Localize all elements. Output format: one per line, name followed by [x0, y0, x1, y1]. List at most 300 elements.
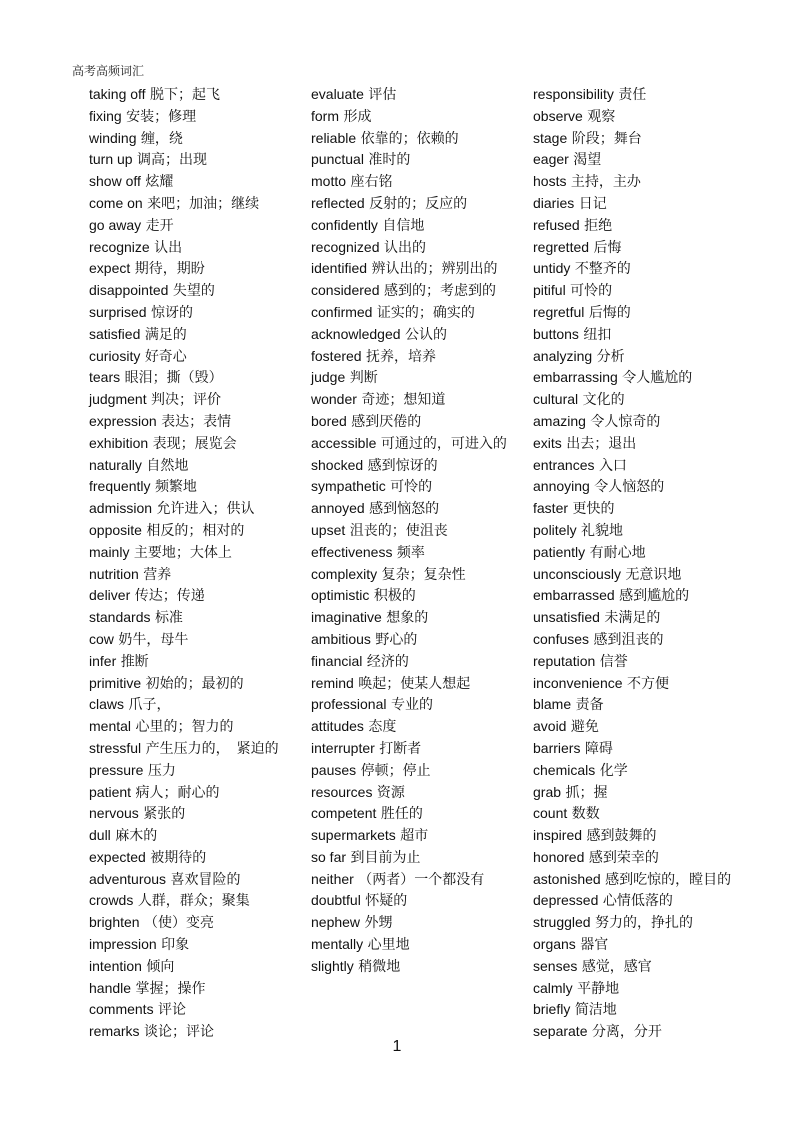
vocab-word: observe	[533, 107, 583, 124]
vocab-meaning: 不方便	[626, 675, 669, 692]
vocab-entry	[311, 760, 516, 782]
vocab-entry	[533, 564, 738, 586]
vocab-meaning: 形成	[343, 108, 372, 125]
vocab-entry	[89, 629, 294, 651]
vocab-word: regretted	[533, 238, 590, 255]
vocab-entry	[533, 956, 738, 978]
word-column-1	[89, 84, 294, 1043]
vocab-entry	[311, 258, 516, 280]
vocab-entry	[533, 585, 738, 607]
vocab-entry	[533, 128, 738, 150]
vocab-entry	[533, 651, 738, 673]
vocab-meaning: 表现；展览会	[152, 435, 237, 452]
vocab-entry	[533, 367, 738, 389]
vocab-entry	[89, 302, 294, 324]
vocab-meaning: 平静地	[577, 980, 620, 997]
vocab-word: diaries	[533, 194, 575, 211]
vocab-word: regretful	[533, 303, 585, 320]
vocab-meaning: 判决；评价	[151, 392, 222, 409]
vocab-word: so far	[311, 848, 347, 865]
vocab-meaning: 唤起；使某人想起	[358, 675, 471, 692]
vocab-entry	[533, 258, 738, 280]
vocab-meaning: 感到吃惊的，瞠目的	[605, 871, 732, 888]
vocab-entry	[311, 215, 516, 237]
vocab-entry	[89, 912, 294, 934]
vocab-entry	[89, 999, 294, 1021]
vocab-meaning: 专业的	[390, 697, 433, 714]
vocab-entry	[533, 607, 738, 629]
vocab-word: embarrassed	[533, 587, 615, 604]
vocab-entry	[89, 215, 294, 237]
vocab-entry	[311, 237, 516, 259]
vocab-word: tears	[89, 369, 121, 386]
vocab-meaning: 出去；退出	[566, 435, 637, 452]
vocab-word: confuses	[533, 630, 590, 647]
vocab-meaning: 感觉，感官	[581, 958, 652, 975]
vocab-entry	[311, 280, 516, 302]
vocab-word: come on	[89, 194, 143, 211]
vocab-word: responsibility	[533, 86, 614, 102]
vocab-meaning: 印象	[161, 937, 190, 954]
vocab-meaning: 频率	[396, 544, 425, 561]
vocab-meaning: 压力	[147, 762, 176, 779]
vocab-word: taking off	[89, 86, 146, 102]
vocab-word: faster	[533, 500, 569, 517]
vocab-meaning: 被期待的	[150, 849, 207, 866]
vocab-word: curiosity	[89, 347, 141, 364]
vocab-entry	[311, 651, 516, 673]
vocab-entry	[89, 520, 294, 542]
vocab-entry	[311, 934, 516, 956]
vocab-word: reputation	[533, 652, 596, 669]
vocab-entry	[533, 433, 738, 455]
vocab-meaning: 停顿；停止	[360, 762, 431, 779]
vocab-word: patient	[89, 783, 132, 800]
vocab-entry	[89, 258, 294, 280]
vocab-entry	[89, 825, 294, 847]
vocab-word: honored	[533, 848, 585, 865]
vocab-entry	[311, 890, 516, 912]
vocab-entry	[533, 476, 738, 498]
vocab-entry	[89, 542, 294, 564]
vocab-word: annoyed	[311, 500, 365, 517]
vocab-entry	[89, 237, 294, 259]
vocab-meaning: 麻木的	[115, 828, 158, 845]
vocab-meaning: 外甥	[364, 915, 393, 932]
vocab-entry	[311, 411, 516, 433]
vocab-word: optimistic	[311, 587, 370, 604]
vocab-word: pressure	[89, 761, 144, 778]
vocab-meaning: 可通过的，可进入的	[380, 435, 507, 452]
vocab-entry	[533, 912, 738, 934]
vocab-word: handle	[89, 979, 132, 996]
vocab-meaning: 障碍	[584, 740, 613, 757]
vocab-entry	[311, 84, 516, 106]
vocab-entry	[533, 84, 738, 106]
vocab-word: admission	[89, 500, 153, 517]
vocab-entry	[311, 956, 516, 978]
vocab-meaning: 期待，期盼	[134, 261, 205, 278]
vocab-entry	[311, 629, 516, 651]
vocab-entry	[89, 934, 294, 956]
vocab-meaning: 认出	[154, 239, 183, 256]
page-header: 高考高频词汇	[72, 64, 145, 78]
vocab-word: ambitious	[311, 630, 371, 647]
vocab-meaning: 奶牛，母牛	[118, 631, 189, 648]
vocab-word: exits	[533, 434, 562, 451]
vocab-word: frequently	[89, 478, 151, 495]
vocab-meaning: 数数	[571, 806, 600, 823]
vocab-meaning: 心里地	[367, 937, 410, 954]
vocab-meaning: 分离，分开	[591, 1024, 662, 1041]
vocab-meaning: 无意识地	[625, 566, 682, 583]
vocab-meaning: 眼泪；撕（毁）	[124, 370, 223, 387]
vocab-word: supermarkets	[311, 827, 396, 844]
vocab-meaning: 复杂；复杂性	[381, 566, 466, 583]
vocab-meaning: （两者）一个都没有	[358, 871, 485, 888]
vocab-entry	[533, 346, 738, 368]
vocab-entry	[311, 324, 516, 346]
vocab-word: expect	[89, 260, 131, 277]
vocab-meaning: 文化的	[582, 392, 625, 409]
vocab-entry	[533, 237, 738, 259]
vocab-word: avoid	[533, 718, 567, 735]
vocab-meaning: 沮丧的；使沮丧	[349, 522, 448, 539]
vocab-entry	[311, 106, 516, 128]
vocab-meaning: 感到尴尬的	[619, 588, 690, 605]
vocab-meaning: 感到鼓舞的	[586, 828, 657, 845]
vocab-entry	[311, 520, 516, 542]
vocab-meaning: 不整齐的	[574, 261, 631, 278]
vocab-meaning: 标准	[154, 610, 183, 627]
vocab-meaning: 阶段；舞台	[571, 130, 642, 147]
vocab-word: satisfied	[89, 325, 141, 342]
vocab-entry	[533, 280, 738, 302]
vocab-entry	[311, 367, 516, 389]
vocab-entry	[311, 498, 516, 520]
vocab-meaning: 到目前为止	[350, 849, 421, 866]
vocab-word: judgment	[89, 391, 147, 408]
vocab-meaning: 分析	[596, 348, 625, 365]
vocab-meaning: 积极的	[373, 588, 416, 605]
vocab-meaning: 抚养，培养	[366, 348, 437, 365]
vocab-entry	[311, 149, 516, 171]
vocab-word: imaginative	[311, 609, 382, 626]
vocab-word: separate	[533, 1023, 588, 1040]
vocab-entry	[89, 498, 294, 520]
vocab-entry	[89, 367, 294, 389]
vocab-word: expected	[89, 848, 146, 865]
vocab-meaning: 主持，主办	[570, 174, 641, 191]
vocab-entry	[533, 978, 738, 1000]
vocab-meaning: 令人恼怒的	[594, 479, 665, 496]
vocab-entry	[89, 782, 294, 804]
vocab-entry	[533, 673, 738, 695]
vocab-entry	[311, 193, 516, 215]
vocab-word: surprised	[89, 303, 147, 320]
vocab-entry	[533, 934, 738, 956]
vocab-meaning: 令人惊奇的	[590, 413, 661, 430]
vocab-entry	[311, 673, 516, 695]
vocab-word: remind	[311, 674, 354, 691]
vocab-meaning: 拒绝	[584, 217, 613, 234]
vocab-entry	[89, 193, 294, 215]
vocab-meaning: 资源	[376, 784, 405, 801]
vocab-entry	[533, 215, 738, 237]
vocab-entry	[89, 476, 294, 498]
vocab-word: confidently	[311, 216, 378, 233]
vocab-entry	[89, 847, 294, 869]
vocab-word: mental	[89, 718, 132, 735]
vocab-entry	[311, 694, 516, 716]
vocab-meaning: 依靠的；依赖的	[360, 130, 459, 147]
vocab-word: slightly	[311, 957, 354, 974]
vocab-meaning: 自信地	[382, 217, 425, 234]
vocab-entry	[89, 673, 294, 695]
vocab-entry	[89, 346, 294, 368]
vocab-meaning: 主要地；大体上	[133, 544, 232, 561]
vocab-meaning: 后悔	[593, 239, 622, 256]
vocab-entry	[89, 433, 294, 455]
vocab-word: naturally	[89, 456, 142, 473]
vocab-meaning: 评估	[368, 87, 397, 103]
vocab-meaning: 失望的	[172, 283, 215, 300]
vocab-meaning: 安装；修理	[126, 108, 197, 125]
vocab-meaning: 感到的；考虑到的	[383, 283, 496, 300]
vocab-meaning: 惊讶的	[151, 304, 194, 321]
vocab-meaning: 来吧；加油；继续	[147, 195, 260, 212]
vocab-meaning: 允许进入；供认	[156, 501, 255, 518]
vocab-meaning: 入口	[598, 457, 627, 474]
vocab-entry	[533, 193, 738, 215]
vocab-meaning: 渴望	[573, 152, 602, 169]
vocab-word: turn up	[89, 151, 133, 168]
vocab-meaning: 产生压力的， 紧迫的	[145, 740, 279, 757]
vocab-meaning: 人群，群众；聚集	[137, 893, 250, 910]
vocab-meaning: 野心的	[375, 631, 418, 648]
vocab-meaning: 自然地	[146, 457, 189, 474]
vocab-meaning: 经济的	[366, 653, 409, 670]
vocab-word: entrances	[533, 456, 595, 473]
vocab-meaning: 掌握；操作	[135, 980, 206, 997]
vocab-word: doubtful	[311, 892, 361, 909]
vocab-entry	[89, 389, 294, 411]
vocab-word: barriers	[533, 739, 581, 756]
vocab-entry	[533, 302, 738, 324]
vocab-entry	[89, 803, 294, 825]
vocab-word: grab	[533, 783, 562, 800]
vocab-meaning: 评论	[158, 1002, 187, 1019]
vocab-word: disappointed	[89, 282, 169, 299]
vocab-word: form	[311, 107, 339, 124]
vocab-meaning: 态度	[368, 719, 397, 736]
vocab-meaning: 谈论；评论	[144, 1024, 215, 1041]
vocab-word: mentally	[311, 936, 364, 953]
vocab-entry	[311, 585, 516, 607]
vocab-meaning: 未满足的	[604, 610, 661, 627]
vocab-word: pauses	[311, 761, 357, 778]
vocab-meaning: 倾向	[146, 958, 175, 975]
vocab-meaning: 稍微地	[358, 958, 401, 975]
vocab-word: amazing	[533, 412, 586, 429]
vocab-meaning: 有耐心地	[589, 544, 646, 561]
vocab-word: unconsciously	[533, 565, 621, 582]
vocab-entry	[533, 498, 738, 520]
vocab-meaning: 感到恼怒的	[369, 501, 440, 518]
vocab-word: senses	[533, 957, 578, 974]
vocab-word: upset	[311, 521, 346, 538]
vocab-meaning: 更快的	[572, 501, 615, 518]
vocab-entry	[311, 433, 516, 455]
vocab-meaning: 满足的	[144, 326, 187, 343]
vocab-word: judge	[311, 369, 346, 386]
vocab-meaning: 心里的；智力的	[135, 719, 234, 736]
vocab-meaning: 脱下；起飞	[150, 87, 221, 103]
vocab-entry	[311, 738, 516, 760]
vocab-word: winding	[89, 129, 137, 146]
vocab-entry	[533, 106, 738, 128]
vocab-word: sympathetic	[311, 478, 386, 495]
vocab-entry	[89, 171, 294, 193]
vocab-entry	[89, 760, 294, 782]
vocab-word: evaluate	[311, 86, 364, 102]
vocab-meaning: 好奇心	[144, 348, 187, 365]
vocab-word: primitive	[89, 674, 142, 691]
vocab-word: fixing	[89, 107, 122, 124]
vocab-meaning: 避免	[570, 719, 599, 736]
vocab-entry	[89, 585, 294, 607]
vocab-word: briefly	[533, 1001, 571, 1018]
vocab-word: count	[533, 805, 568, 822]
vocab-entry	[311, 564, 516, 586]
vocab-meaning: 观察	[587, 108, 616, 125]
vocab-word: exhibition	[89, 434, 149, 451]
vocab-meaning: 感到荣幸的	[588, 849, 659, 866]
vocab-meaning: 想象的	[386, 610, 429, 627]
vocab-word: go away	[89, 216, 142, 233]
vocab-word: adventurous	[89, 870, 167, 887]
vocab-word: buttons	[533, 325, 579, 342]
vocab-meaning: 纽扣	[583, 326, 612, 343]
vocab-meaning: 责备	[575, 697, 604, 714]
vocab-word: punctual	[311, 151, 364, 168]
vocab-word: mainly	[89, 543, 130, 560]
vocab-meaning: 心情低落的	[602, 893, 673, 910]
vocab-word: crowds	[89, 892, 134, 909]
vocab-word: blame	[533, 696, 572, 713]
vocab-word: infer	[89, 652, 117, 669]
vocab-word: impression	[89, 936, 157, 953]
vocab-entry	[311, 716, 516, 738]
vocab-entry	[89, 651, 294, 673]
vocab-meaning: 辨认出的；辨别出的	[371, 261, 498, 278]
word-column-2	[311, 84, 516, 978]
vocab-entry	[89, 564, 294, 586]
word-column-3	[533, 84, 738, 1043]
vocab-word: politely	[533, 521, 577, 538]
vocab-entry	[311, 847, 516, 869]
vocab-entry	[311, 803, 516, 825]
vocab-entry	[311, 455, 516, 477]
vocab-word: reflected	[311, 194, 365, 211]
vocab-word: unsatisfied	[533, 609, 600, 626]
vocab-meaning: 判断	[349, 370, 378, 387]
vocab-entry	[89, 149, 294, 171]
vocab-entry	[89, 324, 294, 346]
vocab-word: embarrassing	[533, 369, 618, 386]
vocab-meaning: 公认的	[404, 326, 447, 343]
vocab-word: intention	[89, 957, 142, 974]
vocab-meaning: 努力的，挣扎的	[595, 915, 694, 932]
vocab-entry	[89, 694, 294, 716]
vocab-word: acknowledged	[311, 325, 401, 342]
vocab-entry	[311, 825, 516, 847]
vocab-entry	[89, 890, 294, 912]
vocab-meaning: 胜任的	[380, 806, 423, 823]
vocab-meaning: 感到沮丧的	[593, 631, 664, 648]
vocab-word: recognized	[311, 238, 380, 255]
vocab-entry	[533, 149, 738, 171]
vocab-entry	[533, 629, 738, 651]
vocab-word: stressful	[89, 739, 142, 756]
vocab-entry	[89, 455, 294, 477]
vocab-entry	[311, 476, 516, 498]
vocab-entry	[533, 455, 738, 477]
vocab-meaning: 可怜的	[570, 283, 613, 300]
vocab-entry	[533, 716, 738, 738]
vocab-entry	[311, 302, 516, 324]
vocab-word: cow	[89, 630, 114, 647]
vocab-word: show off	[89, 173, 141, 190]
vocab-entry	[89, 128, 294, 150]
vocab-meaning: 推断	[120, 653, 149, 670]
vocab-entry	[533, 694, 738, 716]
vocab-word: calmly	[533, 979, 573, 996]
vocab-meaning: 打断者	[379, 740, 422, 757]
vocab-meaning: 表达；表情	[161, 413, 232, 430]
vocab-word: shocked	[311, 456, 364, 473]
vocab-word: standards	[89, 609, 151, 626]
vocab-word: patiently	[533, 543, 586, 560]
vocab-meaning: 简洁地	[574, 1002, 617, 1019]
vocab-entry	[311, 346, 516, 368]
vocab-entry	[89, 956, 294, 978]
vocab-word: analyzing	[533, 347, 593, 364]
vocab-word: astonished	[533, 870, 601, 887]
vocab-meaning: 准时的	[368, 152, 411, 169]
vocab-word: considered	[311, 282, 380, 299]
vocab-meaning: 认出的	[383, 239, 426, 256]
vocab-entry	[533, 520, 738, 542]
vocab-entry	[311, 607, 516, 629]
vocab-word: nephew	[311, 914, 361, 931]
vocab-entry	[311, 128, 516, 150]
vocab-word: inspired	[533, 827, 583, 844]
vocab-entry	[533, 803, 738, 825]
vocab-meaning: 奇迹；想知道	[361, 392, 446, 409]
vocab-word: interrupter	[311, 739, 375, 756]
vocab-meaning: 可怜的	[390, 479, 433, 496]
vocab-meaning: 频繁地	[154, 479, 197, 496]
vocab-entry	[89, 106, 294, 128]
vocab-meaning: 喜欢冒险的	[170, 871, 241, 888]
vocab-entry	[533, 738, 738, 760]
vocab-meaning: 缠，绕	[140, 130, 183, 147]
vocab-meaning: 信誉	[599, 653, 628, 670]
vocab-word: hosts	[533, 173, 567, 190]
vocab-word: stage	[533, 129, 568, 146]
vocab-word: neither	[311, 870, 354, 887]
